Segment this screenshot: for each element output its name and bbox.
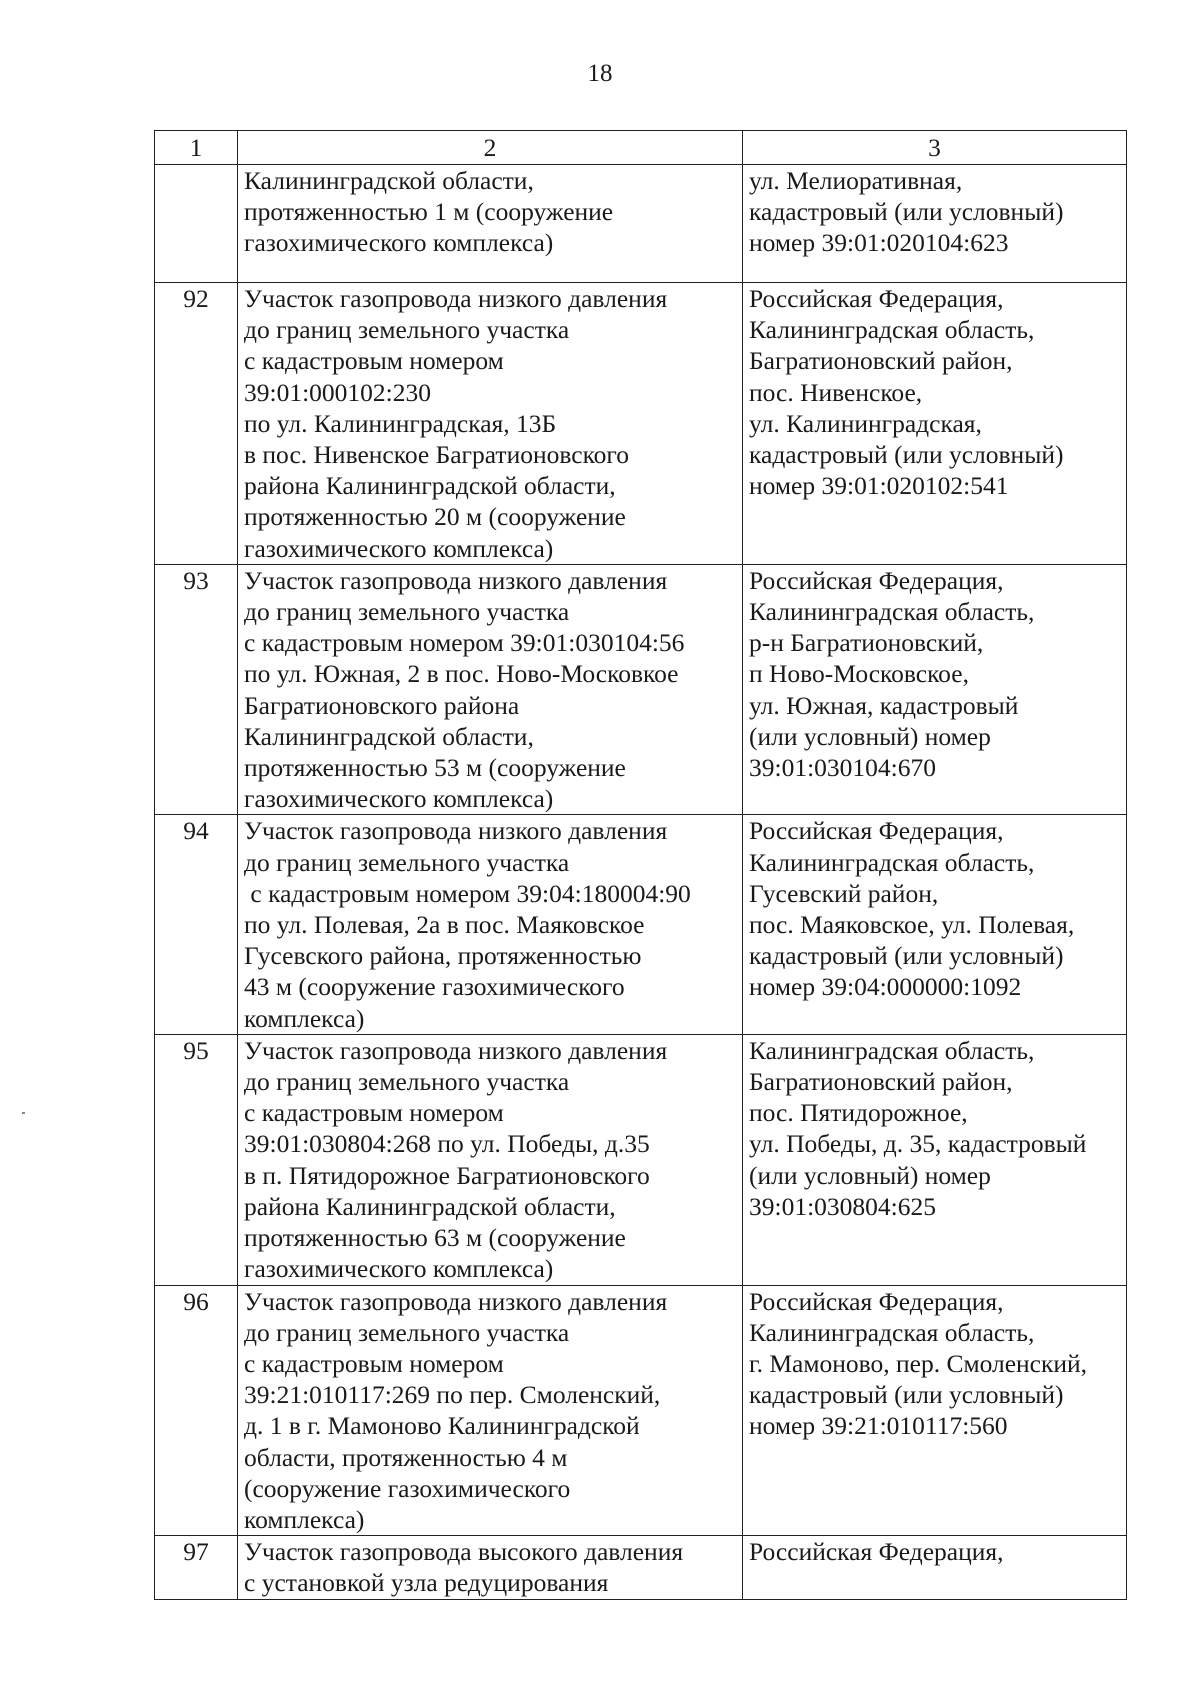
object-address <box>743 283 1127 565</box>
description-line: с установкой узла редуцирования <box>244 1568 609 1598</box>
object-address <box>743 564 1127 815</box>
row-number: 93 <box>155 564 238 815</box>
description-line: Участок газопровода низкого давления <box>244 816 668 846</box>
address-line: ул. Южная, кадастровый <box>749 690 1019 720</box>
description-line: газохимического комплекса) <box>244 533 554 563</box>
object-description <box>238 815 743 1034</box>
description-line: в пос. Нивенское Багратионовского <box>244 440 629 470</box>
address-line: номер 39:21:010117:560 <box>749 1411 1008 1441</box>
address-line: ул. Мелиоративная, <box>749 166 963 195</box>
description-line: Участок газопровода низкого давления <box>244 565 668 595</box>
description-line: Участок газопровода низкого давления <box>244 1035 668 1065</box>
address-line: Калининградская область, <box>749 1317 1035 1347</box>
address-line: ул. Калининградская, <box>749 408 982 438</box>
object-address <box>743 815 1127 1034</box>
object-description <box>238 564 743 815</box>
description-line: до границ земельного участка <box>244 315 570 345</box>
description-line: района Калининградской области, <box>244 471 616 501</box>
column-header-2: 2 <box>238 131 743 165</box>
address-line: г. Мамоново, пер. Смоленский, <box>749 1348 1088 1378</box>
description-line: Участок газопровода низкого давления <box>244 284 668 313</box>
object-description <box>238 1034 743 1285</box>
address-line: Калининградская область, <box>749 1035 1035 1065</box>
description-line: до границ земельного участка <box>244 597 570 627</box>
object-description <box>238 283 743 565</box>
column-header-1: 1 <box>155 131 238 165</box>
table-row <box>155 1536 1127 1599</box>
address-line: кадастровый (или условный) <box>749 197 1064 227</box>
description-line: с кадастровым номером <box>244 1348 504 1378</box>
description-line: 43 м (сооружение газохимического <box>244 972 625 1002</box>
address-line: номер 39:01:020104:623 <box>749 228 1009 258</box>
address-line: Российская Федерация, <box>749 1286 1004 1316</box>
object-description <box>238 1536 743 1599</box>
address-line: (или условный) номер <box>749 721 991 751</box>
address-line: п Ново-Московское, <box>749 659 969 689</box>
address-line: Гусевский район, <box>749 878 939 908</box>
description-line: с кадастровым номером 39:04:180004:90 <box>244 878 691 908</box>
description-line: Участок газопровода высокого давления <box>244 1537 684 1567</box>
object-description <box>238 165 743 283</box>
address-line: Багратионовский район, <box>749 1067 1013 1097</box>
address-line: пос. Маяковское, ул. Полевая, <box>749 910 1075 940</box>
table-row <box>155 1034 1127 1285</box>
description-line: Багратионовского района <box>244 690 520 720</box>
row-number: 94 <box>155 815 238 1034</box>
address-line: пос. Нивенское, <box>749 377 923 407</box>
page-number: 18 <box>587 60 613 87</box>
description-line: комплекса) <box>244 1003 365 1033</box>
description-line: протяженностью 53 м (сооружение <box>244 753 626 783</box>
description-line: Калининградской области, <box>244 721 534 751</box>
table-row <box>155 283 1127 565</box>
address-line: номер 39:04:000000:1092 <box>749 972 1022 1002</box>
description-line: 39:21:010117:269 по пер. Смоленский, <box>244 1380 661 1410</box>
description-line: района Калининградской области, <box>244 1191 616 1221</box>
description-line: газохимического комплекса) <box>244 228 554 258</box>
description-line: Гусевского района, протяженностью <box>244 941 642 971</box>
object-description <box>238 1285 743 1536</box>
description-line: комплекса) <box>244 1504 365 1534</box>
row-number: 92 <box>155 283 238 565</box>
scan-speck <box>22 1112 25 1114</box>
address-line: кадастровый (или условный) <box>749 941 1064 971</box>
row-number: 96 <box>155 1285 238 1536</box>
description-line: с кадастровым номером <box>244 1098 504 1128</box>
description-line: с кадастровым номером 39:01:030104:56 <box>244 628 685 658</box>
object-address <box>743 1285 1127 1536</box>
address-line: Калининградская область, <box>749 847 1035 877</box>
table-row <box>155 815 1127 1034</box>
description-line: с кадастровым номером <box>244 346 504 376</box>
row-number: 95 <box>155 1034 238 1285</box>
address-line: Российская Федерация, <box>749 1537 1004 1567</box>
description-line: (сооружение газохимического <box>244 1473 571 1503</box>
description-line: Участок газопровода низкого давления <box>244 1286 668 1316</box>
description-line: 39:01:030804:268 по ул. Победы, д.35 <box>244 1129 650 1159</box>
object-address <box>743 165 1127 283</box>
description-line: по ул. Калининградская, 13Б <box>244 408 557 438</box>
address-line: пос. Пятидорожное, <box>749 1098 968 1128</box>
address-line: кадастровый (или условный) <box>749 440 1064 470</box>
description-line: газохимического комплекса) <box>244 784 554 814</box>
description-line: по ул. Южная, 2 в пос. Ново-Московкое <box>244 659 679 689</box>
address-line: р-н Багратионовский, <box>749 628 984 658</box>
column-header-3: 3 <box>743 131 1127 165</box>
table-row <box>155 564 1127 815</box>
description-line: д. 1 в г. Мамоново Калининградской <box>244 1411 640 1441</box>
address-line: (или условный) номер <box>749 1160 991 1190</box>
description-line: в п. Пятидорожное Багратионовского <box>244 1160 650 1190</box>
registry-table <box>154 130 1127 1600</box>
address-line: номер 39:01:020102:541 <box>749 471 1009 501</box>
address-line: Калининградская область, <box>749 315 1035 345</box>
table-header-row <box>155 131 1127 165</box>
description-line: по ул. Полевая, 2а в пос. Маяковское <box>244 910 645 940</box>
address-line: Багратионовский район, <box>749 346 1013 376</box>
address-line: 39:01:030104:670 <box>749 753 937 783</box>
description-line: области, протяженностью 4 м <box>244 1442 568 1472</box>
address-line: кадастровый (или условный) <box>749 1380 1064 1410</box>
address-line: Российская Федерация, <box>749 816 1004 846</box>
address-line: Калининградская область, <box>749 597 1035 627</box>
row-number <box>155 165 238 283</box>
address-line: Российская Федерация, <box>749 565 1004 595</box>
description-line: Калининградской области, <box>244 166 534 195</box>
description-line: протяженностью 63 м (сооружение <box>244 1223 626 1253</box>
table-row <box>155 1285 1127 1536</box>
description-line: протяженностью 20 м (сооружение <box>244 502 626 532</box>
table-row <box>155 165 1127 283</box>
address-line: 39:01:030804:625 <box>749 1191 937 1221</box>
description-line: 39:01:000102:230 <box>244 377 432 407</box>
description-line: до границ земельного участка <box>244 847 570 877</box>
address-line: ул. Победы, д. 35, кадастровый <box>749 1129 1087 1159</box>
address-line: Российская Федерация, <box>749 284 1004 313</box>
description-line: газохимического комплекса) <box>244 1254 554 1284</box>
object-address <box>743 1034 1127 1285</box>
description-line: до границ земельного участка <box>244 1067 570 1097</box>
description-line: протяженностью 1 м (сооружение <box>244 197 614 227</box>
object-address <box>743 1536 1127 1599</box>
description-line: до границ земельного участка <box>244 1317 570 1347</box>
row-number: 97 <box>155 1536 238 1599</box>
